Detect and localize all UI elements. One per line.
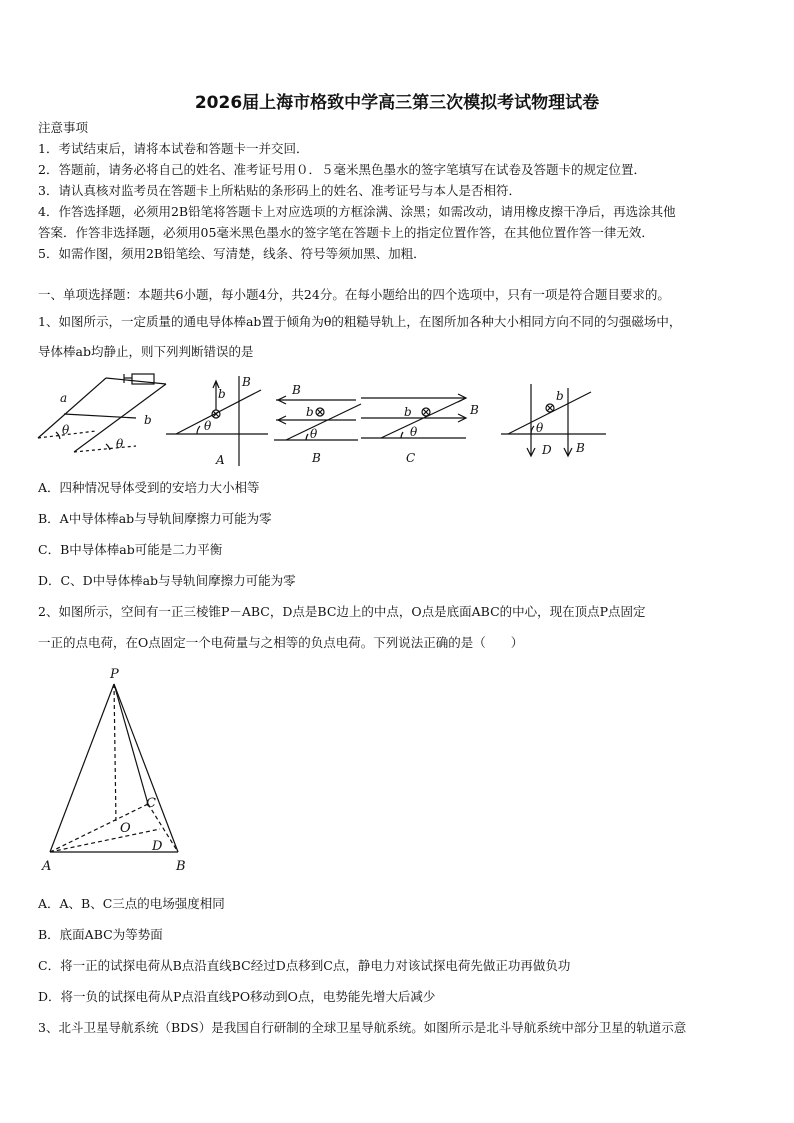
q1-stem: 1、如图所示，一定质量的通电导体棒ab置于倾角为θ的粗糙导轨上，在图所加各种大小相同方向不同的匀强磁场中， (38, 314, 682, 329)
label-C: C (146, 796, 156, 811)
notice-item: 3．请认真核对监考员在答题卡上所粘贴的条形码上的姓名、准考证号与本人是否相符． (38, 183, 521, 198)
option-label-D: D (542, 443, 552, 457)
label-B: B (176, 859, 186, 874)
label-b: b (306, 405, 314, 419)
label-a: a (60, 391, 68, 405)
q3-stem: 3、北斗卫星导航系统（BDS）是我国自行研制的全球卫星导航系统。如图所示是北斗导航系统中部分卫星的轨道示意 (38, 1020, 687, 1035)
option-label-A: A (216, 453, 225, 467)
label-P: P (110, 667, 119, 682)
label-theta: θ (116, 437, 124, 451)
option-label-B: B (312, 451, 321, 465)
label-b: b (144, 413, 152, 427)
label-B: B (292, 383, 301, 397)
label-b: b (218, 387, 226, 401)
q1-option-b: B．A中导体棒ab与导轨间摩擦力可能为零 (38, 511, 272, 526)
q1-option-c: C．B中导体棒ab可能是二力平衡 (38, 542, 223, 557)
label-theta: θ (204, 419, 212, 433)
q2-figure (40, 664, 200, 876)
label-D: D (152, 839, 163, 854)
notice-heading: 注意事项 (38, 120, 89, 135)
label-theta: θ (410, 425, 418, 439)
label-B: B (576, 441, 585, 455)
label-b: b (556, 389, 564, 403)
q2-stem: 2、如图所示，空间有一正三棱锥P－ABC，D点是BC边上的中点，O点是底面ABC的中心，现在顶点P点固定 (38, 604, 646, 619)
page-title: 2026届上海市格致中学高三第三次模拟考试物理试卷 (194, 93, 600, 113)
q2-option-b: B．底面ABC为等势面 (38, 927, 163, 942)
label-B: B (470, 403, 479, 417)
notice-item: 答案．作答非选择题，必须用05毫米黑色墨水的签字笔在答题卡上的指定位置作答，在其他位置作答一律无效． (38, 225, 654, 240)
label-b: b (404, 405, 412, 419)
section-heading: 一、单项选择题：本题共6小题，每小题4分，共24分。在每小题给出的四个选项中，只有一项是符合题目要求的。 (38, 287, 670, 302)
label-theta: θ (536, 421, 544, 435)
q1-figure (36, 368, 626, 468)
q2-option-a: A．A、B、C三点的电场强度相同 (38, 896, 225, 911)
notice-item: 5．如需作图，须用2B铅笔绘、写清楚，线条、符号等须加黑、加粗． (38, 246, 426, 261)
notice-item: 1．考试结束后，请将本试卷和答题卡一并交回． (38, 141, 309, 156)
label-O: O (120, 821, 131, 836)
label-A: A (42, 859, 52, 874)
q2-option-c: C．将一正的试探电荷从B点沿直线BC经过D点移到C点，静电力对该试探电荷先做正功再做负功 (38, 958, 571, 973)
notice-item: 2．答题前，请务必将自己的姓名、准考证号用０．５毫米黑色墨水的签字笔填写在试卷及答题卡的规定位置． (38, 162, 646, 177)
label-theta: θ (310, 427, 318, 441)
q1-stem: 导体棒ab均静止，则下列判断错误的是 (38, 344, 254, 359)
q2-stem: 一正的点电荷，在O点固定一个电荷量与之相等的负点电荷。下列说法正确的是（ ） (38, 635, 524, 650)
notice-item: 4．作答选择题，必须用2B铅笔将答题卡上对应选项的方框涂满、涂黑；如需改动，请用橡皮擦干净后，再选涂其他 (38, 204, 676, 219)
q1-option-a: A．四种情况导体受到的安培力大小相等 (38, 480, 260, 495)
option-label-C: C (406, 451, 416, 465)
label-theta: θ (62, 423, 70, 437)
q1-option-d: D．C、D中导体棒ab与导轨间摩擦力可能为零 (38, 573, 296, 588)
label-B: B (242, 375, 251, 389)
q2-option-d: D．将一负的试探电荷从P点沿直线PO移动到O点，电势能先增大后减少 (38, 989, 436, 1004)
